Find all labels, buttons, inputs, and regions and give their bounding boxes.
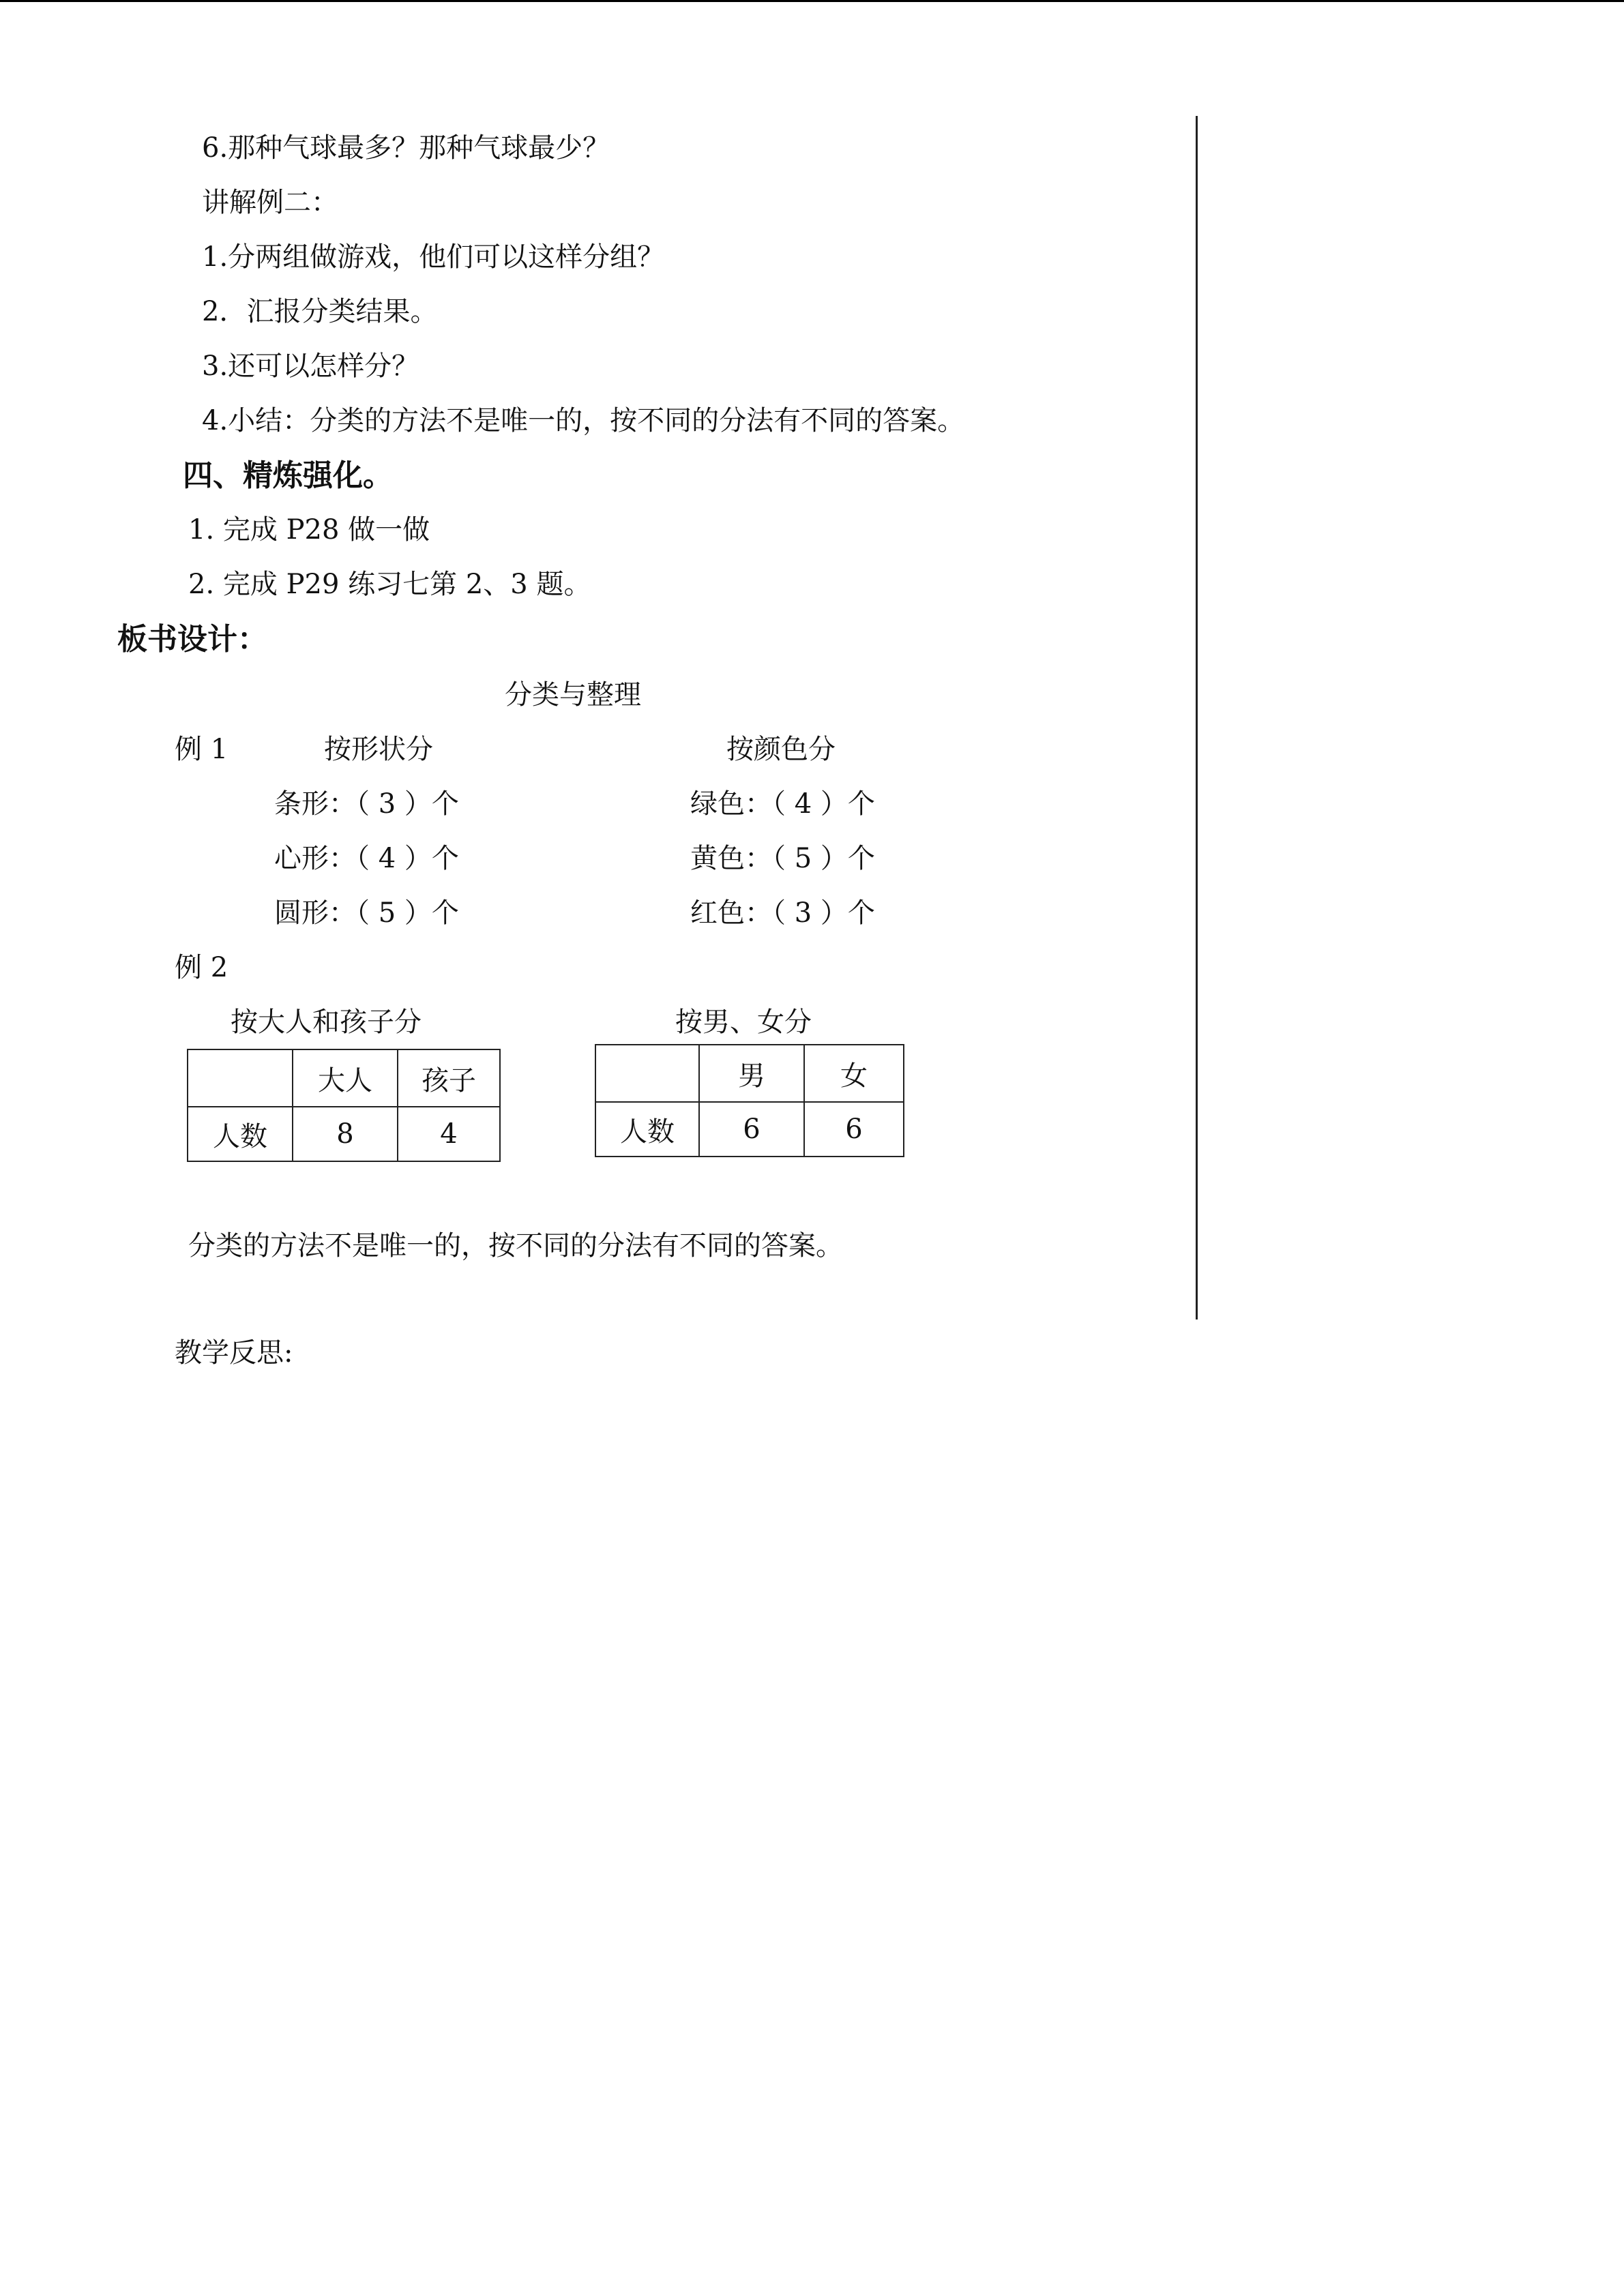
table-gender-caption: 按男、女分 [675,1007,812,1038]
example-2-label: 例 2 [175,952,228,983]
color-row-yellow: 黄色：（ 5 ）个 [690,843,875,874]
table-row-label: 人数 [595,1102,699,1157]
teaching-reflection-label: 教学反思: [175,1337,293,1369]
step-4-summary: 4.小结：分类的方法不是唯一的，按不同的分法有不同的答案。 [202,405,965,436]
table-row-label: 人数 [188,1107,293,1161]
step-3: 3.还可以怎样分？ [202,351,419,382]
table-header-children: 孩子 [398,1049,500,1107]
table-adults-children-caption: 按大人和孩子分 [231,1007,422,1038]
exercise-2: 2. 完成 P29 练习七第 2、3 题。 [188,569,591,600]
by-shape-header: 按形状分 [324,734,433,765]
exercise-1: 1. 完成 P28 做一做 [188,514,430,546]
color-row-green: 绿色：（ 4 ）个 [690,788,875,820]
table-cell-male-count: 6 [699,1102,804,1157]
table-cell-adults-count: 8 [293,1107,398,1161]
table-gender [595,1044,904,1157]
example-2-intro: 讲解例二： [202,187,338,218]
board-conclusion: 分类的方法不是唯一的，按不同的分法有不同的答案。 [188,1230,843,1262]
table-cell-children-count: 4 [398,1107,500,1161]
table-header-female: 女 [804,1045,904,1102]
table-header-adults: 大人 [293,1049,398,1107]
step-1: 1.分两组做游戏，他们可以这样分组？ [202,241,665,273]
table-cell-female-count: 6 [804,1102,904,1157]
by-color-header: 按颜色分 [726,734,836,765]
example-1-label: 例 1 [175,734,228,765]
shape-row-strip: 条形：（ 3 ）个 [274,788,459,820]
step-6: 6.那种气球最多？那种气球最少？ [202,132,610,164]
top-border [0,0,1624,2]
table-header-male: 男 [699,1045,804,1102]
column-divider [1196,116,1198,1320]
shape-row-heart: 心形：（ 4 ）个 [274,843,459,874]
table-cell [188,1049,293,1107]
table-adults-children [187,1049,501,1162]
table-cell [595,1045,699,1102]
step-2: 2．汇报分类结果。 [202,296,438,327]
section-4-heading: 四、精炼强化。 [183,458,393,493]
color-row-red: 红色：（ 3 ）个 [690,897,875,929]
board-design-heading: 板书设计： [117,622,267,657]
board-title: 分类与整理 [505,679,641,711]
shape-row-circle: 圆形：（ 5 ）个 [274,897,459,929]
